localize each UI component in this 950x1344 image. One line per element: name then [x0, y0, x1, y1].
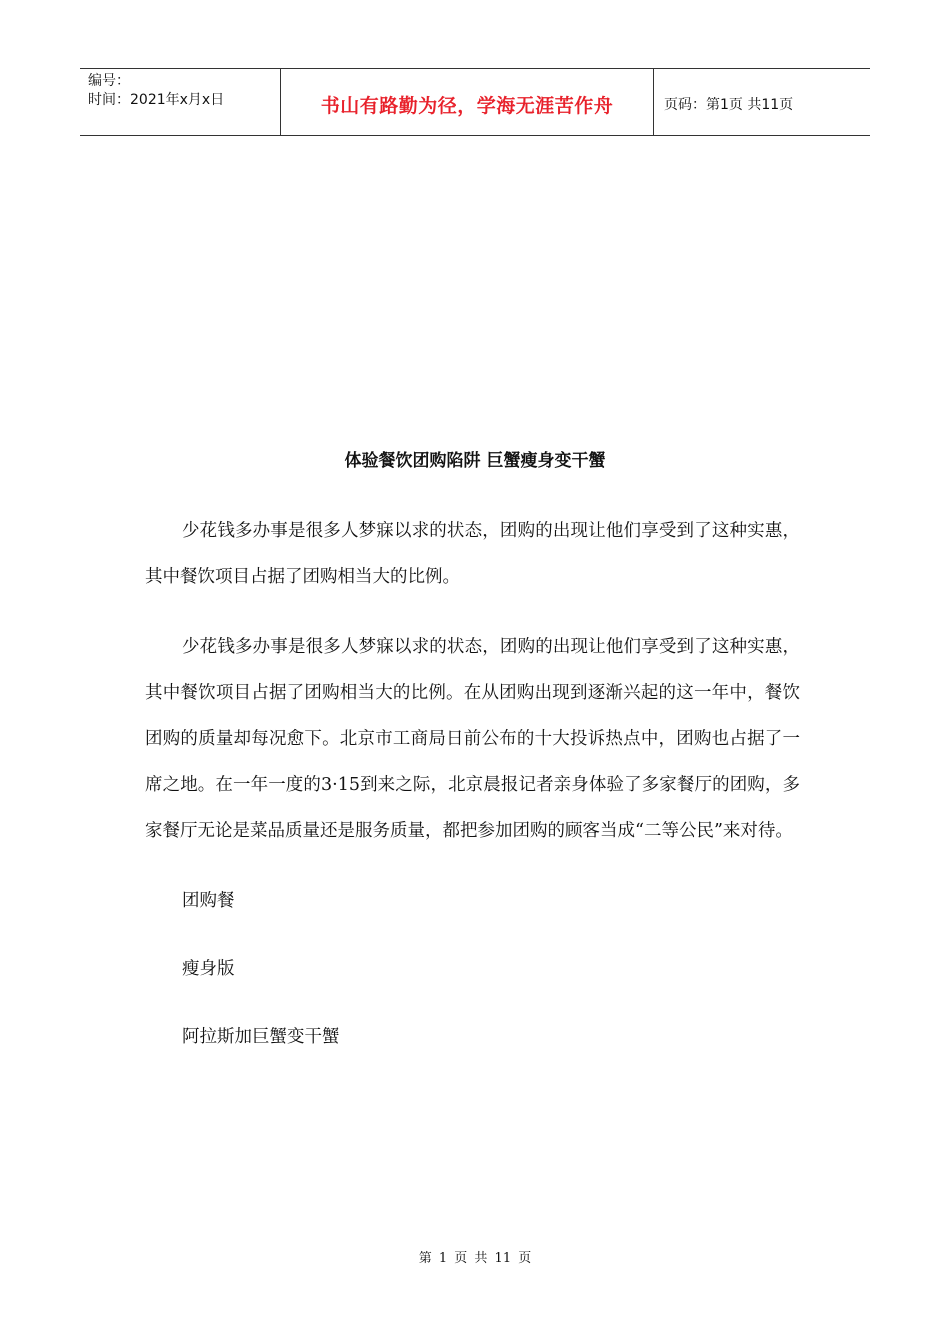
header-page-cell [654, 69, 870, 135]
header-meta-cell [80, 69, 281, 135]
page-footer: 第 1 页 共 11 页 [418, 1251, 532, 1266]
document-header [80, 68, 870, 136]
subheading-group-meal: 团购餐 [182, 891, 235, 911]
subheading-alaska-crab: 阿拉斯加巨蟹变干蟹 [182, 1027, 340, 1047]
header-page-info: 页码：第1页 共11页 [664, 96, 794, 113]
number-label: 编号： [88, 73, 130, 89]
paragraph-intro: 少花钱多办事是很多人梦寐以求的状态，团购的出现让他们享受到了这种实惠，其中餐饮项目占据了团购相当大的比例。 [145, 521, 800, 587]
article-body [145, 508, 800, 1082]
paragraph-main: 少花钱多办事是很多人梦寐以求的状态，团购的出现让他们享受到了这种实惠，其中餐饮项目占据了团购相当大的比例。在从团购出现到逐渐兴起的这一年中，餐饮团购的质量却每况愈下。北京市工商局日前公布的十大投诉热点中，团购也占据了一席之地。在一年一度的3·15到来之际，北京晨报记者亲身体验了多家餐厅的团购，多家餐厅无论是菜品质量还是服务质量，都把参加团购的顾客当成“二等公民”来对待。 [145, 637, 800, 841]
header-motto-cell [281, 69, 654, 135]
header-motto: 书山有路勤为径，学海无涯苦作舟 [320, 94, 614, 117]
article-title: 体验餐饮团购陷阱 巨蟹瘦身变干蟹 [344, 451, 606, 471]
subheading-slim-version: 瘦身版 [182, 959, 235, 979]
date-label: 时间：2021年x月x日 [88, 92, 225, 108]
